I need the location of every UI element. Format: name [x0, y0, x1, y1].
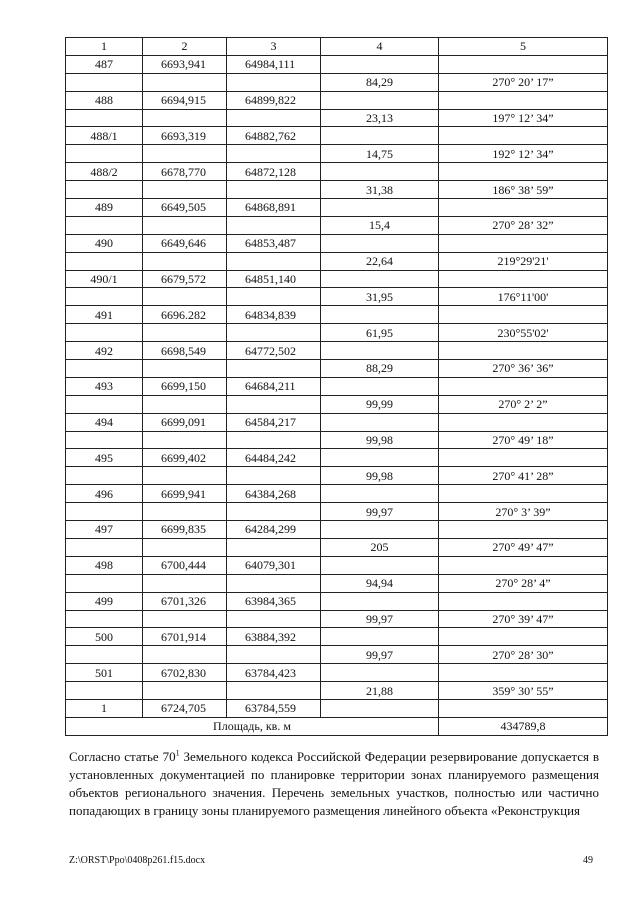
paragraph-text-start: Согласно статье 70	[69, 749, 176, 764]
table-cell	[321, 306, 439, 324]
table-cell: 6700,444	[143, 556, 227, 574]
table-cell: 270° 28’ 32”	[439, 216, 608, 234]
table-cell	[143, 467, 227, 485]
table-row	[66, 252, 608, 270]
table-cell	[66, 682, 143, 700]
area-label: Площадь, кв. м	[66, 717, 439, 735]
table-cell: 501	[66, 664, 143, 682]
table-cell	[439, 556, 608, 574]
table-cell	[227, 109, 321, 127]
table-cell: 64684,211	[227, 377, 321, 395]
table-cell: 6693,941	[143, 55, 227, 73]
table-cell: 99,97	[321, 646, 439, 664]
table-cell	[439, 449, 608, 467]
table-row	[66, 377, 608, 395]
table-cell: 99,98	[321, 431, 439, 449]
table-cell: 64772,502	[227, 342, 321, 360]
table-cell	[227, 395, 321, 413]
table-cell: 6702,830	[143, 664, 227, 682]
table-cell	[321, 521, 439, 539]
table-row	[66, 91, 608, 109]
table-row	[66, 628, 608, 646]
table-cell: 6701,326	[143, 592, 227, 610]
table-cell: 270° 49’ 18”	[439, 431, 608, 449]
table-cell	[66, 431, 143, 449]
table-cell: 492	[66, 342, 143, 360]
coordinates-table	[65, 37, 608, 736]
table-cell	[321, 163, 439, 181]
table-cell: 270° 28’ 30”	[439, 646, 608, 664]
table-cell: 494	[66, 413, 143, 431]
table-cell	[143, 360, 227, 378]
header-cell: 5	[439, 38, 608, 56]
table-cell: 64384,268	[227, 485, 321, 503]
table-cell	[143, 288, 227, 306]
table-cell	[227, 646, 321, 664]
table-cell	[227, 73, 321, 91]
table-cell: 94,94	[321, 574, 439, 592]
area-value: 434789,8	[439, 717, 608, 735]
footer-file-path: Z:\ORST\Ppo\0408p261.f15.docx	[69, 855, 206, 866]
table-cell: 6699,835	[143, 521, 227, 539]
table-cell	[321, 628, 439, 646]
table-cell	[439, 699, 608, 717]
table-cell	[439, 55, 608, 73]
table-cell: 6699,941	[143, 485, 227, 503]
table-cell: 6649,646	[143, 234, 227, 252]
table-row	[66, 181, 608, 199]
article-superscript: 1	[175, 748, 180, 758]
table-cell: 270° 28’ 4”	[439, 574, 608, 592]
table-cell: 186° 38’ 59”	[439, 181, 608, 199]
table-cell	[321, 127, 439, 145]
table-cell	[143, 538, 227, 556]
table-cell: 6678,770	[143, 163, 227, 181]
table-row	[66, 556, 608, 574]
table-cell	[227, 360, 321, 378]
table-cell: 6701,914	[143, 628, 227, 646]
table-cell	[439, 521, 608, 539]
table-cell	[143, 216, 227, 234]
header-cell: 3	[227, 38, 321, 56]
table-cell	[439, 163, 608, 181]
paragraph-text-rest: Земельного кодекса Российской Федерации резервирование допускается в установленных документацией по планировке территории зонах планируемого размещения объектов регионального значения. Перечень земельных участков, полностью или частично попадающих в границу зоны планируемого размещения линейного объекта «Реконструкция	[69, 749, 599, 818]
table-cell	[227, 252, 321, 270]
table-cell: 15,4	[321, 216, 439, 234]
table-cell: 498	[66, 556, 143, 574]
table-cell	[66, 145, 143, 163]
table-cell: 495	[66, 449, 143, 467]
table-cell	[321, 270, 439, 288]
table-cell: 6696.282	[143, 306, 227, 324]
table-cell: 6724,705	[143, 699, 227, 717]
table-cell: 270° 49’ 47”	[439, 538, 608, 556]
table-cell	[439, 664, 608, 682]
table-cell: 64484,242	[227, 449, 321, 467]
table-row	[66, 216, 608, 234]
table-cell: 270° 36’ 36”	[439, 360, 608, 378]
table-cell: 61,95	[321, 324, 439, 342]
table-row	[66, 109, 608, 127]
table-cell	[227, 431, 321, 449]
table-cell: 99,98	[321, 467, 439, 485]
table-row	[66, 288, 608, 306]
table-cell: 23,13	[321, 109, 439, 127]
table-cell	[321, 699, 439, 717]
table-row	[66, 646, 608, 664]
table-cell	[439, 485, 608, 503]
table-row	[66, 199, 608, 217]
table-cell: 64882,762	[227, 127, 321, 145]
table-cell	[439, 199, 608, 217]
table-cell	[439, 592, 608, 610]
table-cell	[321, 664, 439, 682]
table-cell	[439, 91, 608, 109]
table-row	[66, 342, 608, 360]
table-cell	[66, 288, 143, 306]
table-row	[66, 127, 608, 145]
table-cell	[143, 682, 227, 700]
table-cell	[439, 413, 608, 431]
table-cell	[66, 216, 143, 234]
table-row	[66, 324, 608, 342]
coordinates-table-body	[66, 38, 608, 736]
table-cell: 219°29'21'	[439, 252, 608, 270]
table-cell: 99,97	[321, 610, 439, 628]
table-cell: 6699,091	[143, 413, 227, 431]
table-cell: 6649,505	[143, 199, 227, 217]
table-cell	[321, 342, 439, 360]
table-cell: 88,29	[321, 360, 439, 378]
table-cell	[321, 556, 439, 574]
table-cell: 99,97	[321, 503, 439, 521]
table-row	[66, 234, 608, 252]
table-cell: 230°55'02'	[439, 324, 608, 342]
table-row	[66, 449, 608, 467]
table-cell: 63984,365	[227, 592, 321, 610]
table-cell: 1	[66, 699, 143, 717]
table-cell	[66, 181, 143, 199]
table-row	[66, 521, 608, 539]
table-cell: 64584,217	[227, 413, 321, 431]
table-cell: 6698,549	[143, 342, 227, 360]
table-row	[66, 306, 608, 324]
table-cell: 64872,128	[227, 163, 321, 181]
table-row	[66, 503, 608, 521]
table-cell: 496	[66, 485, 143, 503]
table-cell	[227, 538, 321, 556]
table-row	[66, 699, 608, 717]
table-cell: 84,29	[321, 73, 439, 91]
table-row	[66, 574, 608, 592]
table-row	[66, 163, 608, 181]
table-cell	[143, 431, 227, 449]
table-cell	[439, 377, 608, 395]
table-cell	[143, 109, 227, 127]
table-cell: 499	[66, 592, 143, 610]
table-row	[66, 592, 608, 610]
table-cell: 6694,915	[143, 91, 227, 109]
table-cell: 488	[66, 91, 143, 109]
table-cell	[143, 610, 227, 628]
table-cell: 63784,559	[227, 699, 321, 717]
header-cell: 2	[143, 38, 227, 56]
table-cell: 64868,891	[227, 199, 321, 217]
table-cell	[66, 360, 143, 378]
table-cell	[227, 682, 321, 700]
table-row	[66, 467, 608, 485]
header-cell: 1	[66, 38, 143, 56]
table-cell: 63884,392	[227, 628, 321, 646]
table-row	[66, 413, 608, 431]
table-row	[66, 73, 608, 91]
table-cell	[321, 234, 439, 252]
table-cell	[143, 646, 227, 664]
table-cell	[66, 503, 143, 521]
table-cell	[439, 270, 608, 288]
table-cell: 99,99	[321, 395, 439, 413]
table-cell: 490/1	[66, 270, 143, 288]
table-cell	[66, 395, 143, 413]
table-cell	[66, 646, 143, 664]
table-cell: 64284,299	[227, 521, 321, 539]
table-cell	[227, 324, 321, 342]
table-cell	[321, 413, 439, 431]
table-cell	[227, 574, 321, 592]
table-cell: 205	[321, 538, 439, 556]
page-number: 49	[583, 855, 593, 866]
table-cell: 31,95	[321, 288, 439, 306]
table-cell	[439, 306, 608, 324]
table-cell: 487	[66, 55, 143, 73]
table-row	[66, 538, 608, 556]
table-row	[66, 270, 608, 288]
table-cell	[66, 610, 143, 628]
table-cell	[66, 574, 143, 592]
table-cell	[321, 199, 439, 217]
table-cell: 6693,319	[143, 127, 227, 145]
table-cell	[143, 395, 227, 413]
table-row	[66, 682, 608, 700]
table-cell	[321, 485, 439, 503]
table-row	[66, 485, 608, 503]
table-cell	[439, 628, 608, 646]
table-cell: 63784,423	[227, 664, 321, 682]
table-cell	[143, 574, 227, 592]
table-cell: 490	[66, 234, 143, 252]
table-cell	[321, 449, 439, 467]
table-row	[66, 610, 608, 628]
table-row	[66, 55, 608, 73]
table-cell	[227, 216, 321, 234]
table-cell: 176°11'00'	[439, 288, 608, 306]
table-cell: 14,75	[321, 145, 439, 163]
table-cell	[439, 127, 608, 145]
table-cell: 6679,572	[143, 270, 227, 288]
table-cell: 270° 3’ 39”	[439, 503, 608, 521]
area-row	[66, 717, 608, 735]
table-cell	[66, 109, 143, 127]
table-cell: 6699,150	[143, 377, 227, 395]
table-row	[66, 360, 608, 378]
table-cell: 64853,487	[227, 234, 321, 252]
table-cell: 488/2	[66, 163, 143, 181]
table-row	[66, 431, 608, 449]
table-cell: 21,88	[321, 682, 439, 700]
table-cell: 64851,140	[227, 270, 321, 288]
table-cell	[66, 252, 143, 270]
table-cell: 270° 2’ 2”	[439, 395, 608, 413]
table-cell: 64834,839	[227, 306, 321, 324]
table-cell: 31,38	[321, 181, 439, 199]
table-cell: 489	[66, 199, 143, 217]
table-cell	[439, 234, 608, 252]
body-paragraph	[69, 748, 599, 820]
table-cell	[66, 538, 143, 556]
table-cell: 500	[66, 628, 143, 646]
table-cell	[143, 181, 227, 199]
table-cell: 22,64	[321, 252, 439, 270]
table-cell: 192° 12’ 34”	[439, 145, 608, 163]
table-cell: 497	[66, 521, 143, 539]
table-cell	[227, 145, 321, 163]
table-cell	[321, 91, 439, 109]
table-cell: 488/1	[66, 127, 143, 145]
table-cell: 270° 39’ 47”	[439, 610, 608, 628]
table-cell	[143, 145, 227, 163]
table-cell	[321, 55, 439, 73]
table-row	[66, 395, 608, 413]
table-cell	[321, 377, 439, 395]
table-cell	[66, 324, 143, 342]
table-cell	[227, 467, 321, 485]
table-cell: 64899,822	[227, 91, 321, 109]
table-cell	[66, 73, 143, 91]
table-cell: 491	[66, 306, 143, 324]
header-row	[66, 38, 608, 56]
table-cell	[227, 181, 321, 199]
table-cell: 64079,301	[227, 556, 321, 574]
table-cell	[143, 324, 227, 342]
table-cell: 270° 20’ 17”	[439, 73, 608, 91]
table-cell: 493	[66, 377, 143, 395]
table-cell	[439, 342, 608, 360]
table-cell: 6699,402	[143, 449, 227, 467]
table-cell: 359° 30’ 55”	[439, 682, 608, 700]
table-row	[66, 664, 608, 682]
table-cell	[143, 73, 227, 91]
table-cell: 270° 41’ 28”	[439, 467, 608, 485]
table-cell	[143, 503, 227, 521]
header-cell: 4	[321, 38, 439, 56]
table-cell: 197° 12’ 34”	[439, 109, 608, 127]
table-cell	[227, 610, 321, 628]
table-cell	[66, 467, 143, 485]
table-cell	[143, 252, 227, 270]
table-cell	[227, 503, 321, 521]
table-cell	[321, 592, 439, 610]
table-row	[66, 145, 608, 163]
table-cell: 64984,111	[227, 55, 321, 73]
table-cell	[227, 288, 321, 306]
